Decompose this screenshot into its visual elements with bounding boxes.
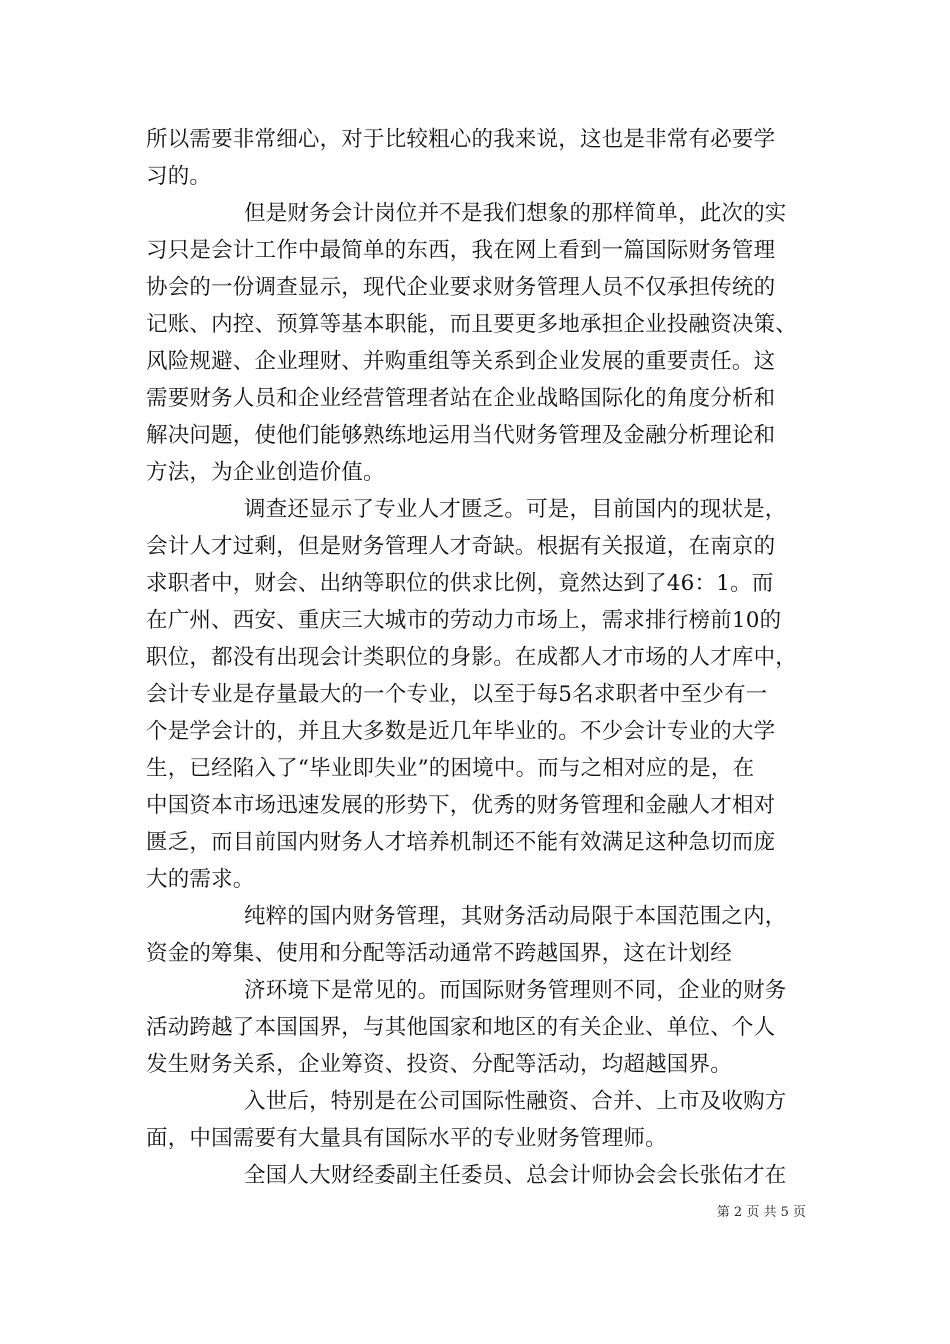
text-line: 记账、内控、预算等基本职能，而且要更多地承担企业投融资决策、 bbox=[146, 312, 798, 337]
text-line: 解决问题，使他们能够熟练地运用当代财务管理及金融分析理论和 bbox=[146, 423, 776, 448]
text-line: 会计专业是存量最大的一个专业，以至于每5名求职者中至少有一 bbox=[146, 682, 768, 707]
text-line: 需要财务人员和企业经营管理者站在企业战略国际化的角度分析和 bbox=[146, 386, 776, 411]
text-line: 资金的筹集、使用和分配等活动通常不跨越国界，这在计划经 bbox=[146, 941, 732, 966]
text-line: 风险规避、企业理财、并购重组等关系到企业发展的重要责任。这 bbox=[146, 349, 776, 374]
text-line: 调查还显示了专业人才匮乏。可是，目前国内的现状是， bbox=[244, 497, 787, 522]
text-line: 会计人才过剩，但是财务管理人才奇缺。根据有关报道，在南京的 bbox=[146, 534, 776, 559]
text-line: 习只是会计工作中最简单的东西，我在网上看到一篇国际财务管理 bbox=[146, 238, 776, 263]
text-line: 全国人大财经委副主任委员、总会计师协会会长张佑才在 bbox=[244, 1163, 787, 1188]
text-line: 入世后，特别是在公司国际性融资、合并、上市及收购方 bbox=[244, 1089, 787, 1114]
text-line: 活动跨越了本国国界，与其他国家和地区的有关企业、单位、个人 bbox=[146, 1015, 776, 1040]
text-line: 济环境下是常见的。而国际财务管理则不同，企业的财务 bbox=[244, 978, 787, 1003]
text-line: 所以需要非常细心，对于比较粗心的我来说，这也是非常有必要学 bbox=[146, 127, 776, 152]
text-line: 个是学会计的，并且大多数是近几年毕业的。不少会计专业的大学 bbox=[146, 719, 776, 744]
text-line: 求职者中，财会、出纳等职位的供求比例，竟然达到了46：1。而 bbox=[146, 571, 774, 596]
text-line: 发生财务关系，企业筹资、投资、分配等活动，均超越国界。 bbox=[146, 1052, 732, 1077]
text-line: 协会的一份调查显示，现代企业要求财务管理人员不仅承担传统的 bbox=[146, 275, 776, 300]
text-line: 面，中国需要有大量具有国际水平的专业财务管理师。 bbox=[146, 1126, 667, 1151]
text-line: 但是财务会计岗位并不是我们想象的那样简单，此次的实 bbox=[244, 201, 787, 226]
text-line: 中国资本市场迅速发展的形势下，优秀的财务管理和金融人才相对 bbox=[146, 793, 776, 818]
text-line: 职位，都没有出现会计类职位的身影。在成都人才市场的人才库中， bbox=[146, 645, 798, 670]
text-line: 习的。 bbox=[146, 164, 212, 189]
text-line: 方法，为企业创造价值。 bbox=[146, 460, 385, 485]
page-number-footer: 第 2 页 共 5 页 bbox=[716, 1205, 806, 1220]
text-line: 纯粹的国内财务管理，其财务活动局限于本国范围之内， bbox=[244, 904, 787, 929]
text-line: 在广州、西安、重庆三大城市的劳动力市场上，需求排行榜前10的 bbox=[146, 608, 782, 633]
text-line: 大的需求。 bbox=[146, 867, 255, 892]
text-line: 生，已经陷入了“毕业即失业”的困境中。而与之相对应的是，在 bbox=[146, 756, 755, 781]
text-line: 匮乏，而目前国内财务人才培养机制还不能有效满足这种急切而庞 bbox=[146, 830, 776, 855]
